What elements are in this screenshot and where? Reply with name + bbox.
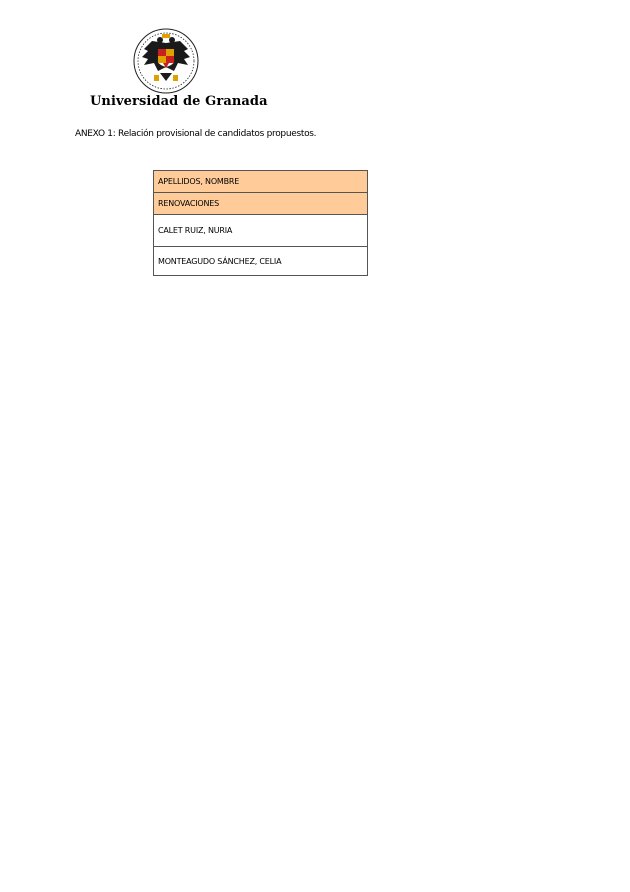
table-header-row [154, 171, 368, 193]
column-header-name: APELLIDOS, NOMBRE [154, 171, 368, 193]
university-name: Universidad de Granada [90, 94, 268, 109]
candidate-name: CALET RUIZ, NURIA [154, 215, 368, 247]
candidates-table [153, 170, 368, 276]
annex-title: ANEXO 1: Relación provisional de candidatos propuestos. [75, 129, 317, 139]
university-crest-icon [132, 27, 200, 95]
candidate-name: MONTEAGUDO SÁNCHEZ, CELIA [154, 247, 368, 276]
table-section-row [154, 193, 368, 215]
table-row [154, 247, 368, 276]
section-label-renovaciones: RENOVACIONES [154, 193, 368, 215]
table-row [154, 215, 368, 247]
